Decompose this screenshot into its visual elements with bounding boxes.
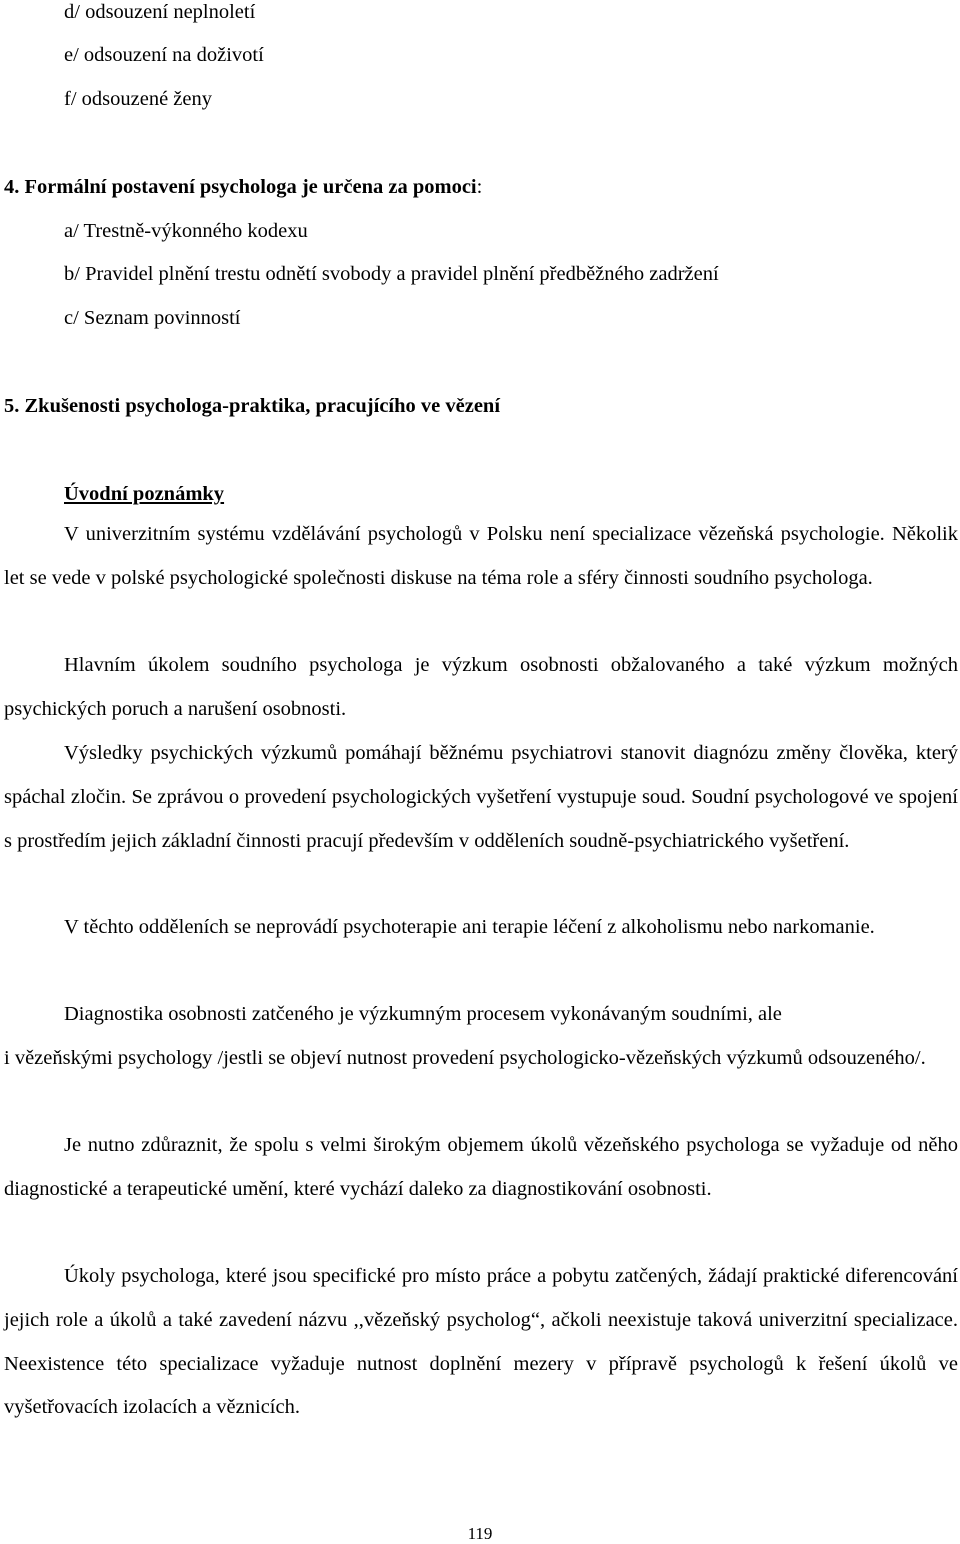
paragraph: Výsledky psychických výzkumů pomáhají běžnému psychiatrovi stanovit diagnózu změny člověka, který spáchal zločin. Se zprávou o provedení psychologických vyšetření vystupuje soud. Soudní psychologové ve spojení s prostředím jejich základní činnosti pracují především v odděleních soudně-psychiatrického vyšetření.	[4, 742, 958, 852]
list-item: f/ odsouzené ženy	[64, 88, 212, 110]
list-item: a/ Trestně-výkonného kodexu	[64, 220, 308, 242]
list-item: e/ odsouzení na doživotí	[64, 44, 264, 66]
section-5-subtitle: Úvodní poznámky	[64, 483, 225, 505]
question-4-colon: :	[476, 176, 483, 198]
list-item: c/ Seznam povinností	[64, 307, 241, 329]
paragraph: i vězeňskými psychology /jestli se objeví nutnost provedení psychologicko-vězeňských výzkumů odsouzeného/.	[4, 1047, 926, 1069]
paragraph: Diagnostika osobnosti zatčeného je výzkumným procesem vykonávaným soudními, ale	[64, 1003, 782, 1025]
question-4-heading	[4, 175, 482, 199]
list-item: d/ odsouzení neplnoletí	[64, 1, 256, 23]
page-number: 119	[467, 1524, 493, 1543]
list-item: b/ Pravidel plnění trestu odnětí svobody a pravidel plnění předběžného zadržení	[64, 263, 719, 285]
section-5-heading: 5. Zkušenosti psychologa-praktika, pracujícího ve vězení	[4, 395, 501, 417]
paragraph: Úkoly psychologa, které jsou specifické pro místo práce a pobytu zatčených, žádají praktické diferencování jejich role a úkolů a také zavedení názvu ,,vězeňský psycholog“, ačkoli neexistuje taková univerzitní specializace. Neexistence této specializace vyžaduje nutnost doplnění mezery v přípravě psychologů k řešení úkolů ve vyšetřovacích izolacích a věznicích.	[4, 1265, 958, 1419]
question-4-title: 4. Formální postavení psychologa je určena za pomoci	[4, 176, 477, 198]
paragraph: V univerzitním systému vzdělávání psychologů v Polsku není specializace vězeňská psychologie. Několik let se vede v polské psychologické společnosti diskuse na téma role a sféry činnosti soudního psychologa.	[4, 523, 958, 589]
paragraph: Hlavním úkolem soudního psychologa je výzkum osobnosti obžalovaného a také výzkum možných psychických poruch a narušení osobnosti.	[4, 654, 958, 720]
paragraph: V těchto odděleních se neprovádí psychoterapie ani terapie léčení z alkoholismu nebo narkomanie.	[64, 916, 875, 938]
paragraph: Je nutno zdůraznit, že spolu s velmi širokým objemem úkolů vězeňského psychologa se vyžaduje od něho diagnostické a terapeutické umění, které vychází daleko za diagnostikování osobnosti.	[4, 1134, 958, 1200]
